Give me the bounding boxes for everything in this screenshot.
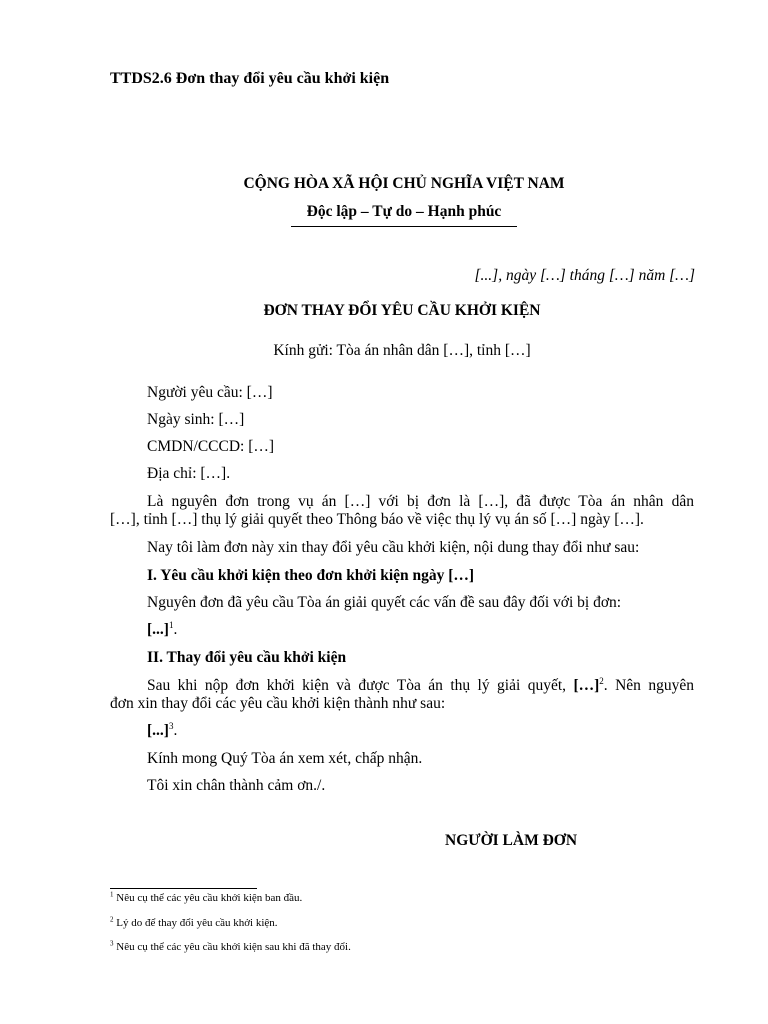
case-paragraph-line-2: […], tỉnh […] thụ lý giải quyết theo Thông báo về việc thụ lý vụ án số […] ngày […]. (110, 511, 644, 528)
footnote-1 (110, 892, 302, 904)
footnote-number: 1 (110, 890, 114, 899)
footnote-text: Nêu cụ thể các yêu cầu khởi kiện ban đầu. (116, 892, 303, 904)
signer-label: NGƯỜI LÀM ĐƠN (445, 832, 578, 849)
closing-request: Kính mong Quý Tòa án xem xét, chấp nhận. (147, 750, 423, 767)
footnote-ref-2: 2 (599, 675, 604, 686)
case-paragraph-line-1: Là nguyên đơn trong vụ án […] với bị đơn là […], đã được Tòa án nhân dân (147, 493, 694, 510)
section-2-title: II. Thay đổi yêu cầu khởi kiện (147, 649, 347, 666)
footnote-number: 2 (110, 915, 114, 924)
document-heading: ĐƠN THAY ĐỔI YÊU CẦU KHỞI KIỆN (263, 302, 541, 319)
period: . (173, 621, 178, 638)
date-place-line: [...], ngày […] tháng […] năm […] (474, 267, 695, 284)
footnote-2 (110, 917, 278, 929)
section-2-line-1-text: Sau khi nộp đơn khởi kiện và được Tòa án thụ lý giải quyết, (147, 677, 574, 694)
section-2-placeholder-inline: […] (573, 677, 600, 694)
section-1-placeholder (147, 621, 177, 639)
section-2-line-2: đơn xin thay đổi các yêu cầu khởi kiện thành như sau: (110, 695, 446, 712)
section-2-line-1-tail: . Nên nguyên (603, 677, 694, 694)
recipient-line: Kính gửi: Tòa án nhân dân […], tỉnh […] (273, 342, 531, 359)
field-requester: Người yêu cầu: […] (147, 384, 273, 401)
field-address: Địa chỉ: […]. (147, 465, 231, 482)
field-date-of-birth: Ngày sinh: […] (147, 411, 245, 428)
request-paragraph: Nay tôi làm đơn này xin thay đổi yêu cầu khởi kiện, nội dung thay đổi như sau: (147, 539, 640, 556)
motto-underline (291, 226, 517, 227)
section-1-text: Nguyên đơn đã yêu cầu Tòa án giải quyết các vấn đề sau đây đối với bị đơn: (147, 594, 622, 611)
footnote-text: Lý do để thay đổi yêu cầu khởi kiện. (116, 917, 278, 929)
footnote-number: 3 (110, 939, 114, 948)
section-1-title: I. Yêu cầu khởi kiện theo đơn khởi kiện ngày […] (147, 567, 475, 584)
footnote-ref-3: 3 (168, 720, 174, 731)
footnote-ref-1: 1 (168, 619, 174, 630)
section-2-placeholder (147, 722, 177, 740)
national-title: CỘNG HÒA XÃ HỘI CHỦ NGHĨA VIỆT NAM (243, 175, 565, 192)
footnote-3 (110, 941, 351, 953)
footnote-text: Nêu cụ thể các yêu cầu khởi kiện sau khi đã thay đổi. (116, 941, 351, 953)
period: . (173, 722, 178, 739)
footnote-separator (110, 888, 257, 889)
document-code-title: TTDS2.6 Đơn thay đổi yêu cầu khởi kiện (110, 70, 390, 87)
national-motto: Độc lập – Tự do – Hạnh phúc (306, 203, 502, 220)
placeholder-text: [...] (147, 621, 169, 638)
placeholder-text: [...] (147, 722, 169, 739)
closing-thanks: Tôi xin chân thành cảm ơn./. (147, 777, 326, 794)
section-2-line-1 (110, 676, 694, 695)
field-id-number: CMDN/CCCD: […] (147, 438, 275, 455)
